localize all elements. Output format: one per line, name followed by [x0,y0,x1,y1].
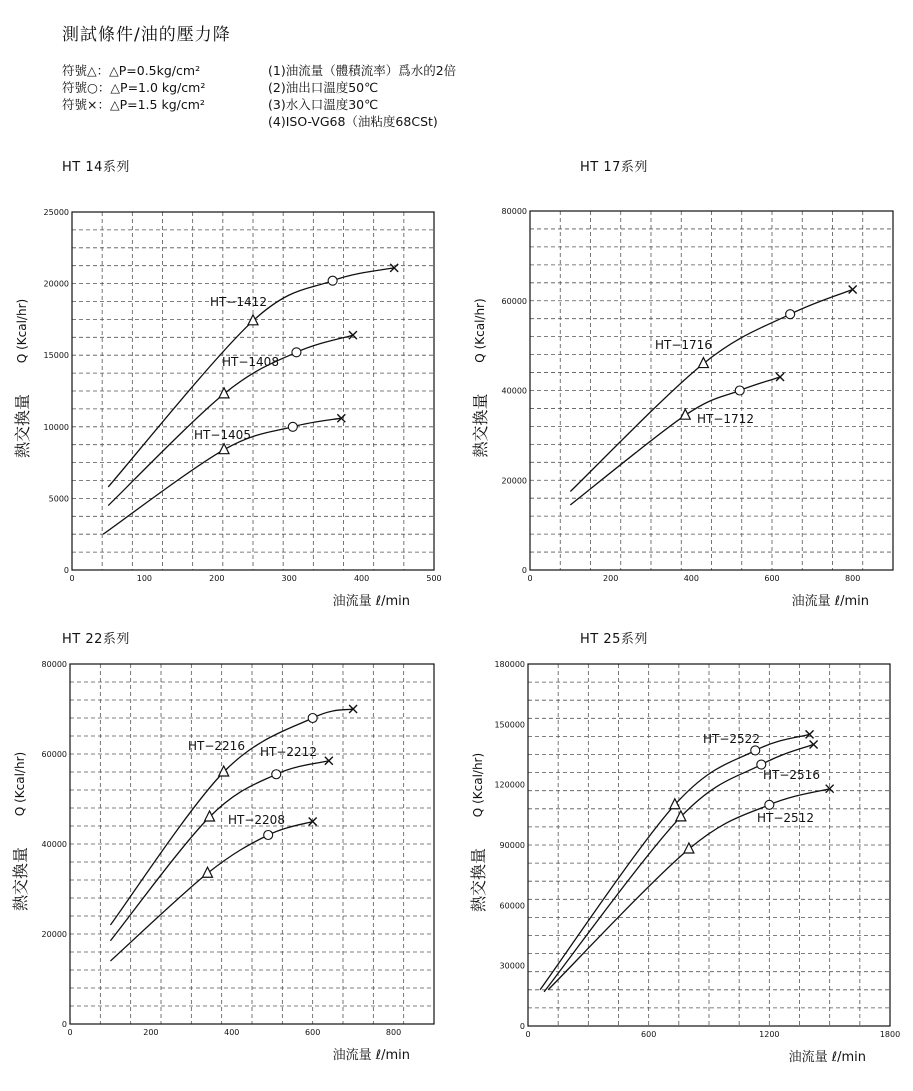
series-label: HT−2208 [228,813,285,827]
series-label: HT−2212 [260,745,317,759]
y-axis-unit-label: Q (Kcal/hr) [15,298,29,364]
chart-title-ht25: HT 25系列 [580,632,648,647]
x-tick-label: 0 [527,574,533,583]
y-axis-label: 熱交換量 [471,393,490,458]
chart-title-ht17: HT 17系列 [580,160,648,175]
x-tick-label: 400 [683,574,699,583]
x-tick-label: 0 [67,1028,73,1037]
marker-circle [765,800,774,809]
marker-triangle [219,388,229,398]
series-label: HT−1405 [194,428,251,442]
y-tick-label: 25000 [43,208,69,217]
x-tick-label: 1200 [759,1030,780,1039]
x-axis-label: 油流量 ℓ/min [791,594,869,609]
x-tick-label: 200 [603,574,619,583]
y-tick-label: 30000 [499,961,525,971]
marker-cross [776,373,784,381]
y-axis-label: 熱交換量 [469,847,488,913]
marker-triangle [219,444,229,454]
marker-cross [806,730,814,738]
x-tick-label: 600 [305,1028,321,1037]
y-tick-label: 80000 [41,660,67,669]
x-tick-label: 400 [353,574,370,583]
x-axis-label: 油流量 ℓ/min [788,1050,866,1065]
marker-cross [349,331,357,339]
y-axis-label: 熱交換量 [13,393,32,459]
marker-triangle [248,315,258,325]
x-tick-label: 500 [426,574,442,583]
condition-item: (1)油流量（體積流率）爲水的2倍 [268,63,457,78]
marker-triangle [680,409,690,419]
plot-frame [528,664,890,1026]
y-tick-label: 0 [521,566,527,575]
series-label: HT−2522 [703,732,760,746]
marker-cross [849,286,857,294]
x-tick-label: 300 [281,574,297,583]
y-tick-label: 60000 [41,750,67,759]
y-tick-label: 20000 [501,476,527,486]
legend-text: △P=0.5kg/cm² [109,63,201,78]
x-tick-label: 200 [209,574,225,583]
y-axis-unit-label: Q (Kcal/hr) [471,752,485,818]
series-label: HT−2216 [188,739,245,753]
x-axis-label: 油流量 ℓ/min [332,1048,410,1063]
y-tick-label: 90000 [499,841,525,850]
page-title: 測試條件/油的壓力降 [62,25,231,45]
legend-symbol: 符號△： [62,63,110,78]
condition-item: (2)油出口溫度50℃ [268,80,379,95]
series-label: HT−2512 [757,811,814,825]
x-tick-label: 600 [764,574,780,583]
y-tick-label: 40000 [41,840,67,849]
marker-triangle [203,867,213,877]
marker-triangle [205,811,215,821]
x-tick-label: 0 [69,574,75,583]
marker-triangle [698,358,708,368]
x-tick-label: 400 [224,1028,240,1037]
x-tick-label: 200 [143,1028,159,1037]
series-label: HT−2516 [763,768,820,782]
condition-item: (4)ISO-VG68（油粘度68CSt) [268,114,438,129]
marker-circle [264,831,273,840]
x-axis-label: 油流量 ℓ/min [332,594,410,609]
y-tick-label: 120000 [494,780,525,790]
marker-circle [292,348,301,357]
series-label: HT−1412 [210,295,267,309]
chart-title-ht22: HT 22系列 [62,632,130,647]
y-tick-label: 15000 [43,351,69,361]
y-tick-label: 60000 [501,296,527,306]
y-tick-label: 0 [63,566,69,575]
marker-circle [272,770,281,779]
marker-triangle [684,843,694,853]
series-line [110,761,328,941]
marker-circle [328,276,337,285]
x-tick-label: 800 [385,1028,402,1037]
y-axis-unit-label: Q (Kcal/hr) [473,298,487,363]
x-tick-label: 1800 [879,1030,901,1039]
x-tick-label: 100 [136,574,153,583]
y-axis-label: 熱交換量 [11,846,30,912]
marker-circle [288,422,297,431]
y-tick-label: 180000 [494,660,525,669]
y-tick-label: 5000 [48,494,69,504]
legend-text: △P=1.0 kg/cm² [110,80,206,95]
marker-circle [751,746,760,755]
series-line [570,377,780,505]
y-tick-label: 80000 [501,207,527,216]
legend-symbol: 符號○： [62,80,111,95]
marker-circle [786,310,795,319]
series-label: HT−1712 [697,412,754,426]
y-tick-label: 40000 [501,386,527,396]
x-tick-label: 800 [845,574,861,583]
marker-cross [810,740,818,748]
legend-symbol: 符號×： [62,97,110,112]
y-tick-label: 20000 [41,930,67,939]
y-tick-label: 0 [61,1020,67,1029]
marker-circle [308,714,317,723]
condition-item: (3)水入口溫度30℃ [268,97,379,112]
series-label: HT−1716 [655,338,712,352]
marker-circle [735,386,744,395]
x-tick-label: 600 [641,1030,657,1039]
chart-title-ht14: HT 14系列 [62,160,130,175]
y-tick-label: 60000 [499,901,525,911]
y-axis-unit-label: Q (Kcal/hr) [13,751,27,817]
y-tick-label: 0 [519,1022,525,1031]
y-tick-label: 20000 [43,279,69,289]
marker-triangle [219,766,229,776]
series-label: HT−1408 [222,355,279,369]
y-tick-label: 10000 [43,422,69,432]
y-tick-label: 150000 [494,720,525,730]
x-tick-label: 0 [525,1030,531,1039]
legend-text: △P=1.5 kg/cm² [109,97,205,112]
